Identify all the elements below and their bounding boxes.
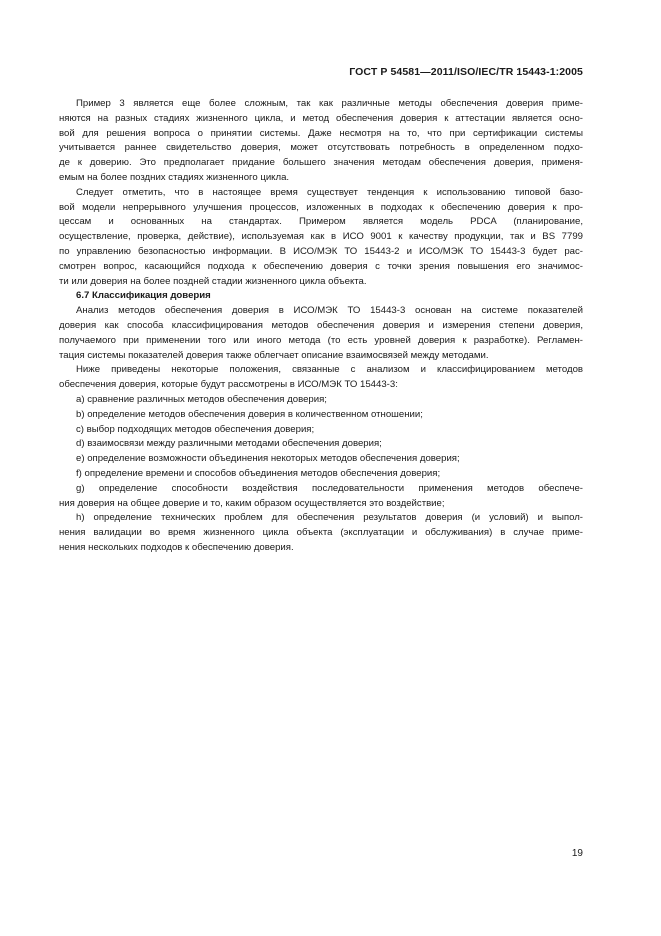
list-item: f) определение времени и способов объединения методов обеспечения доверия; (76, 467, 441, 479)
text-line: няются на разных стадиях жизненного цикла, и метод обеспечения доверия к аттестации является осно- (59, 112, 583, 124)
text-line: цессам и основанных на стандартах. Примером является модель PDCA (планирование, (59, 216, 583, 228)
text-line: g) определение способности воздействия последовательности применения методов обеспече- (76, 482, 583, 494)
text-line: доверия как способа классифицирования методов обеспечения доверия и измерения степени доверия, (59, 319, 583, 331)
text-line: нения валидации во время жизненного цикла объекта (эксплуатации и обслуживания) в случае приме- (59, 527, 583, 539)
text-line: учитывается раннее свидетельство доверия, может отсутствовать потребность в определенном подхо- (59, 142, 583, 154)
text-line: ти или доверия на более поздней стадии жизненного цикла объекта. (59, 275, 367, 287)
text-line: получаемого при применении того или иного метода (то есть уровней доверия к разработке). Регламен- (59, 334, 583, 346)
list-item: b) определение методов обеспечения доверия в количественном отношении; (76, 408, 423, 420)
enumerated-list (59, 393, 583, 556)
text-line: обеспечения доверия, которые будут рассмотрены в ИСО/МЭК ТО 15443-3: (59, 379, 398, 391)
list-item: e) определение возможности объединения некоторых методов обеспечения доверия; (76, 453, 460, 465)
text-line: осуществление, проверка, действие), используемая как в ИСО 9001 к качеству продукции, так и BS 7799 (59, 231, 583, 243)
paragraph (59, 186, 583, 290)
list-item (59, 511, 583, 555)
paragraph (59, 363, 583, 393)
text-line: Следует отметить, что в настоящее время существует тенденция к использованию типовой базо- (76, 186, 583, 198)
text-line: смотрен вопрос, касающийся подхода к обеспечению доверия с точки зрения повышения его значимос- (59, 260, 583, 272)
text-line: ния доверия на общее доверие и то, каким образом осуществляется это воздействие; (59, 497, 445, 509)
list-item (59, 482, 583, 512)
text-line: вой для решения вопроса о принятии системы. Даже несмотря на то, что при сертификации системы (59, 127, 583, 139)
section-heading: 6.7 Классификация доверия (76, 290, 211, 302)
text-line: по управлению безопасностью информации. В ИСО/МЭК ТО 15443-2 и ИСО/МЭК ТО 15443-3 будет рас- (59, 245, 583, 257)
document-body (59, 97, 583, 556)
list-item: d) взаимосвязи между различными методами обеспечения доверия; (76, 438, 382, 450)
text-line: Анализ методов обеспечения доверия в ИСО/МЭК ТО 15443-3 основан на системе показателей (76, 305, 583, 317)
page-number: 19 (571, 848, 583, 859)
text-line: де к доверию. Это предполагает придание большего значения методам обеспечения доверия, применя- (59, 157, 583, 169)
paragraph (59, 97, 583, 186)
text-line: h) определение технических проблем для обеспечения результатов доверия (и условий) и выпол- (76, 512, 583, 524)
list-item: c) выбор подходящих методов обеспечения доверия; (76, 423, 315, 435)
document-header: ГОСТ Р 54581—2011/ISO/IEC/TR 15443-1:2005 (349, 66, 583, 78)
text-line: вой модели непрерывного улучшения процессов, изложенных в подходах к обеспечению доверия к про- (59, 201, 583, 213)
text-line: нения нескольких подходов к обеспечению доверия. (59, 541, 294, 553)
text-line: емым на более поздних стадиях жизненного цикла. (59, 171, 290, 183)
text-line: Ниже приведены некоторые положения, связанные с анализом и классифицированием методов (76, 364, 583, 376)
paragraph (59, 304, 583, 363)
list-item: a) сравнение различных методов обеспечения доверия; (76, 393, 327, 405)
text-line: Пример 3 является еще более сложным, так как различные методы обеспечения доверия приме- (76, 98, 583, 109)
text-line: тация системы показателей доверия также облегчает описание взаимосвязей между методами. (59, 349, 489, 361)
